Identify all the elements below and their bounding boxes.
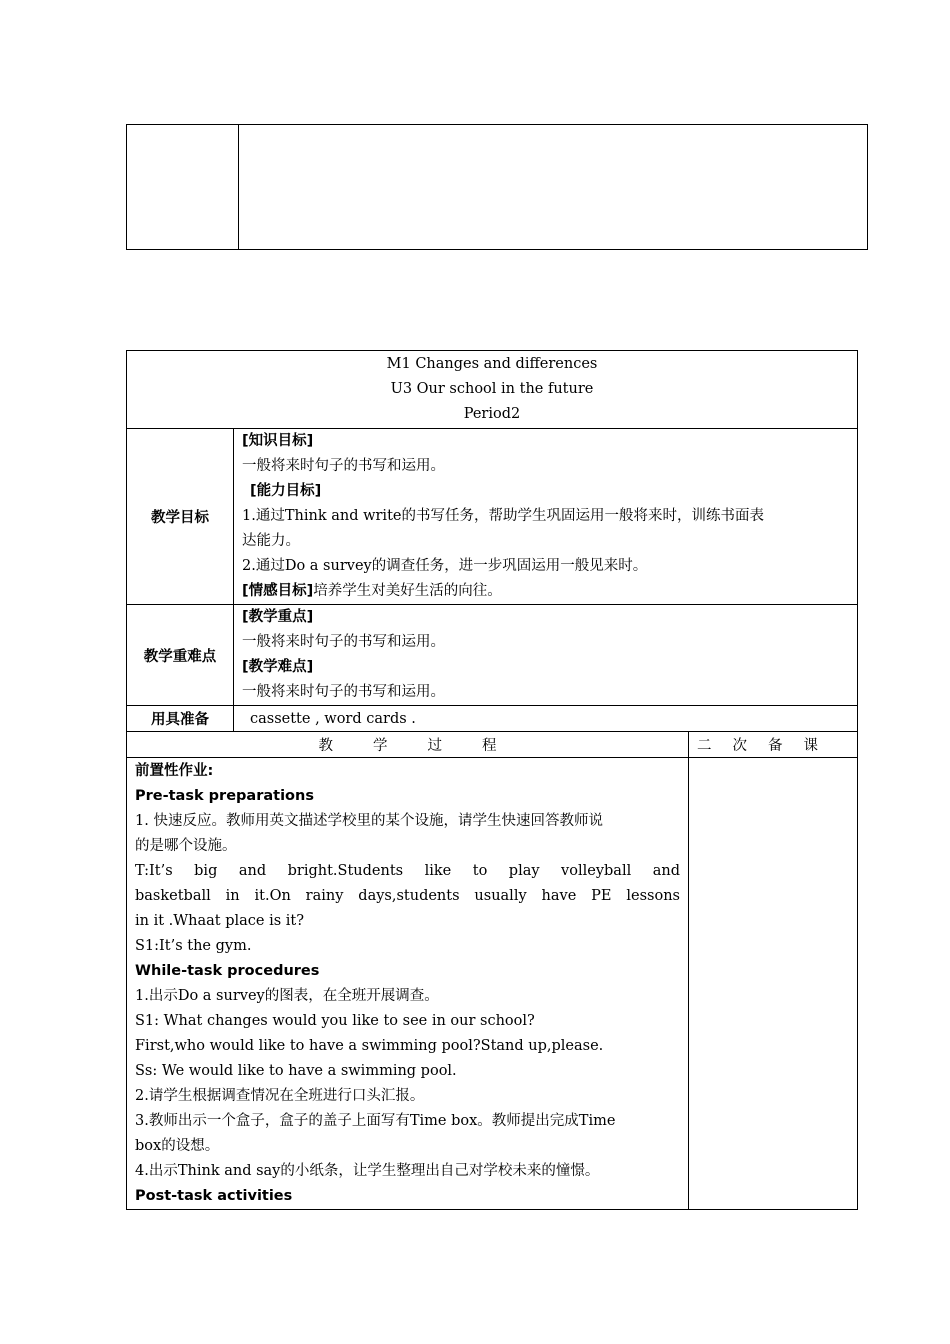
ability-item-2: 2.通过Do a survey的调查任务，进一步巩固运用一般见来时。: [242, 558, 648, 574]
process-header-row: [127, 732, 858, 758]
pre-homework-title: 前置性作业:: [135, 763, 214, 779]
process-char-1: 教: [318, 738, 333, 754]
materials-text: cassette , word cards .: [250, 710, 416, 727]
pre-step-1b: 的是哪个设施。: [135, 838, 237, 854]
difficulties-row: [127, 605, 858, 706]
process-header-left: [127, 732, 689, 758]
revise-char-3: 备: [768, 738, 783, 754]
while-step-4: 4.出示Think and say的小纸条，让学生整理出自己对学校未来的憧憬。: [135, 1163, 600, 1179]
teacher-line-a: T:It’s big and bright.Students like to play volleyball and: [135, 863, 680, 879]
teacher-line-b: basketball in it.On rainy days,students usually have PE lessons: [135, 888, 680, 904]
hard-text: 一般将来时句子的书写和运用。: [242, 684, 445, 700]
knowledge-title: [知识目标]: [242, 433, 314, 449]
materials-content: [234, 706, 858, 732]
process-char-2: 学: [373, 738, 388, 754]
header-title: M1 Changes and differences: [386, 356, 598, 372]
process-body-row: [127, 758, 858, 1210]
top-empty-table: [126, 124, 868, 250]
hard-title: [教学难点]: [242, 659, 314, 675]
goals-row: [127, 429, 858, 605]
revise-char-2: 次: [732, 738, 747, 754]
materials-row: [127, 706, 858, 732]
header-cell: [127, 351, 858, 429]
while-step-3a: 3.教师出示一个盒子，盒子的盖子上面写有Time box。教师提出完成Time: [135, 1113, 616, 1129]
key-title: [教学重点]: [242, 609, 314, 625]
pre-step-1a: 1. 快速反应。教师用英文描述学校里的某个设施，请学生快速回答教师说: [135, 813, 603, 829]
while-step-1: 1.出示Do a survey的图表，在全班开展调查。: [135, 988, 439, 1004]
while-step-2: 2.请学生根据调查情况在全班进行口头汇报。: [135, 1088, 425, 1104]
emotion-line: [242, 579, 851, 604]
knowledge-text: 一般将来时句子的书写和运用。: [242, 458, 445, 474]
header-unit: U3 Our school in the future: [390, 381, 594, 397]
goals-label: 教学目标: [127, 429, 234, 605]
ability-item-1b: 达能力。: [242, 533, 300, 549]
top-table-divider: [238, 125, 239, 249]
while-first-question: First,who would like to have a swimming pool?Stand up,please.: [135, 1038, 604, 1054]
student-answer: S1:It’s the gym.: [135, 938, 252, 954]
process-body: [127, 758, 689, 1210]
lesson-plan-table: [126, 350, 858, 1210]
emotion-title: [情感目标]: [242, 583, 314, 599]
key-text: 一般将来时句子的书写和运用。: [242, 634, 445, 650]
while-ss-answer: Ss: We would like to have a swimming pool.: [135, 1063, 457, 1079]
revision-notes-cell: [689, 758, 858, 1210]
process-header-right: [689, 732, 858, 758]
revise-char-4: 课: [803, 738, 818, 754]
post-task-title: Post-task activities: [135, 1188, 293, 1204]
revise-char-1: 二: [697, 738, 712, 754]
while-step-3b: box的设想。: [135, 1138, 220, 1154]
process-char-3: 过: [427, 738, 442, 754]
difficulties-content: [234, 605, 858, 706]
header-row: [127, 351, 858, 429]
teacher-line-c: in it .Whaat place is it?: [135, 913, 305, 929]
pre-task-title: Pre-task preparations: [135, 788, 314, 804]
while-s1-question: S1: What changes would you like to see in our school?: [135, 1013, 535, 1029]
difficulties-label: 教学重难点: [127, 605, 234, 706]
emotion-text: 培养学生对美好生活的向往。: [313, 583, 502, 599]
ability-item-1a: 1.通过Think and write的书写任务，帮助学生巩固运用一般将来时，训练书面表: [242, 508, 764, 524]
process-char-4: 程: [482, 738, 497, 754]
ability-title: [能力目标]: [250, 483, 322, 499]
while-task-title: While-task procedures: [135, 963, 320, 979]
header-period: Period2: [463, 406, 521, 422]
goals-content: [234, 429, 858, 605]
materials-label: 用具准备: [127, 706, 234, 732]
